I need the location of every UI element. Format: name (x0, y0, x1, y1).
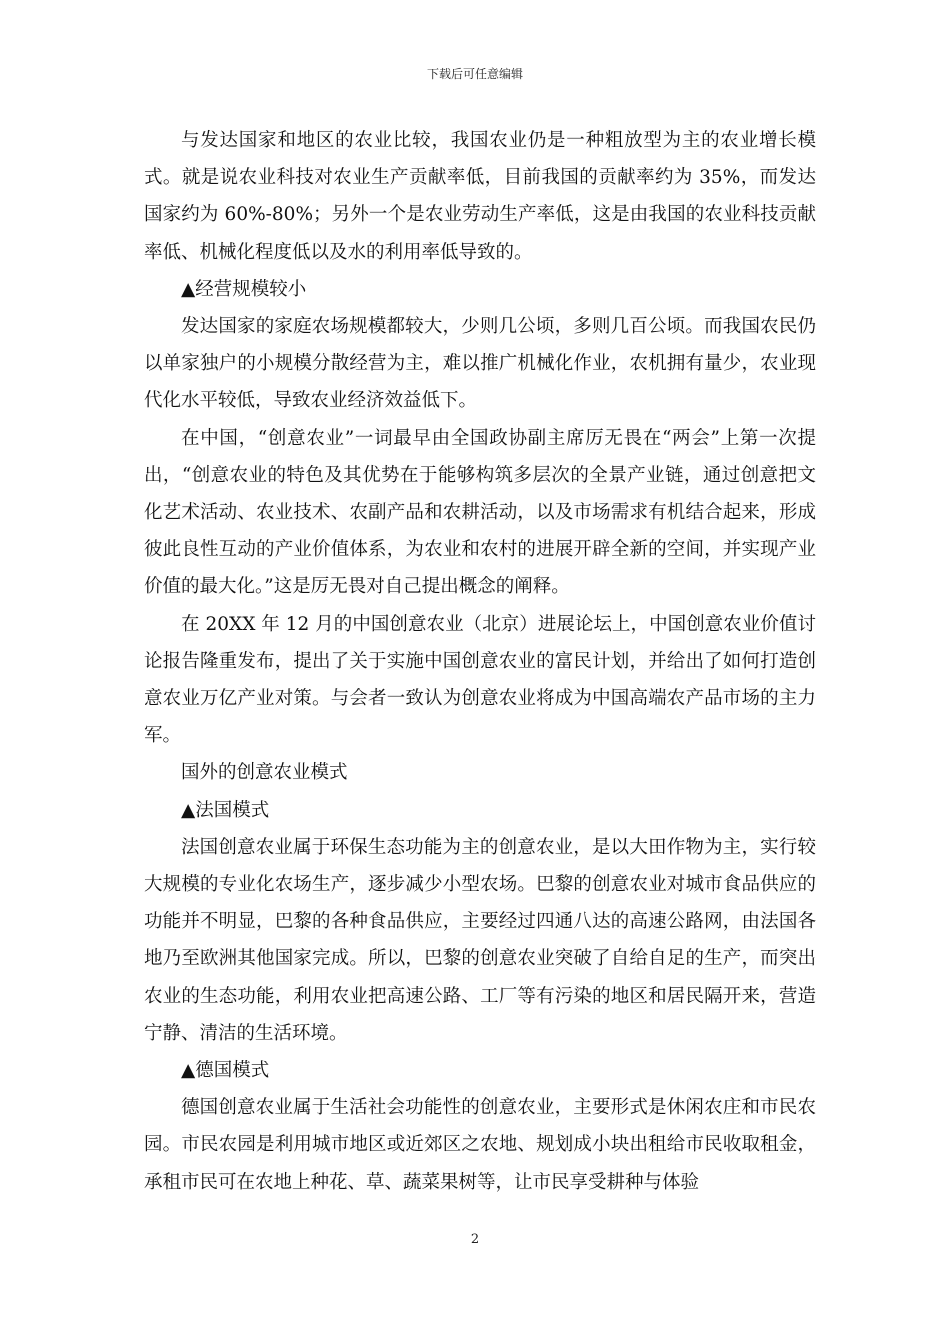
page-header: 下载后可任意编辑 (426, 67, 523, 81)
page-number: 2 (470, 1232, 480, 1247)
heading-france-model: ▲法国模式 (181, 799, 270, 821)
paragraph-germany-model: 德国创意农业属于生活社会功能性的创意农业，主要形式是休闲农庄和市民农园。市民农园是利用城市地区或近郊区之农地、规划成小块出租给市民收取租金，承租市民可在农地上种花、草、蔬菜果树等，让市民享受耕种与体验 (144, 1097, 816, 1193)
heading-foreign-models: 国外的创意农业模式 (181, 762, 348, 784)
paragraph-france-model: 法国创意农业属于环保生态功能为主的创意农业，是以大田作物为主，实行较大规模的专业化农场生产，逐步减少小型农场。巴黎的创意农业对城市食品供应的功能并不明显，巴黎的各种食品供应，主要经过四通八达的高速公路网，由法国各地乃至欧洲其他国家完成。所以，巴黎的创意农业突破了自给自足的生产，而突出农业的生态功能，利用农业把高速公路、工厂等有污染的地区和居民隔开来，营造宁静、清洁的生活环境。 (144, 836, 816, 1044)
heading-small-scale: ▲经营规模较小 (181, 278, 307, 300)
paragraph-forum-report: 在 20XX 年 12 月的中国创意农业（北京）进展论坛上，中国创意农业价值讨论报告隆重发布，提出了关于实施中国创意农业的富民计划，并给出了如何打造创意农业万亿产业对策。与会者一致认为创意农业将成为中国高端农产品市场的主力军。 (144, 613, 816, 747)
heading-germany-model: ▲德国模式 (181, 1060, 270, 1082)
paragraph-productivity: 与发达国家和地区的农业比较，我国农业仍是一种粗放型为主的农业增长模式。就是说农业科技对农业生产贡献率低，目前我国的贡献率约为 35%，而发达国家约为 60%-80%；另外一个是农业劳动生产率低，这是由我国的农业科技贡献率低、机械化程度低以及水的利用率低导致的。 (144, 130, 816, 263)
paragraph-farm-scale: 发达国家的家庭农场规模都较大，少则几公顷，多则几百公顷。而我国农民仍以单家独户的小规模分散经营为主，难以推广机械化作业，农机拥有量少，农业现代化水平较低，导致农业经济效益低下。 (144, 316, 816, 412)
body-text (144, 122, 816, 1201)
paragraph-creative-agriculture-origin: 在中国，“创意农业”一词最早由全国政协副主席厉无畏在“两会”上第一次提出，“创意农业的特色及其优势在于能够构筑多层次的全景产业链，通过创意把文化艺术活动、农业技术、农副产品和农耕活动，以及市场需求有机结合起来，形成彼此良性互动的产业价值体系，为农业和农村的进展开辟全新的空间，并实现产业价值的最大化。”这是厉无畏对自己提出概念的阐释。 (144, 427, 816, 598)
